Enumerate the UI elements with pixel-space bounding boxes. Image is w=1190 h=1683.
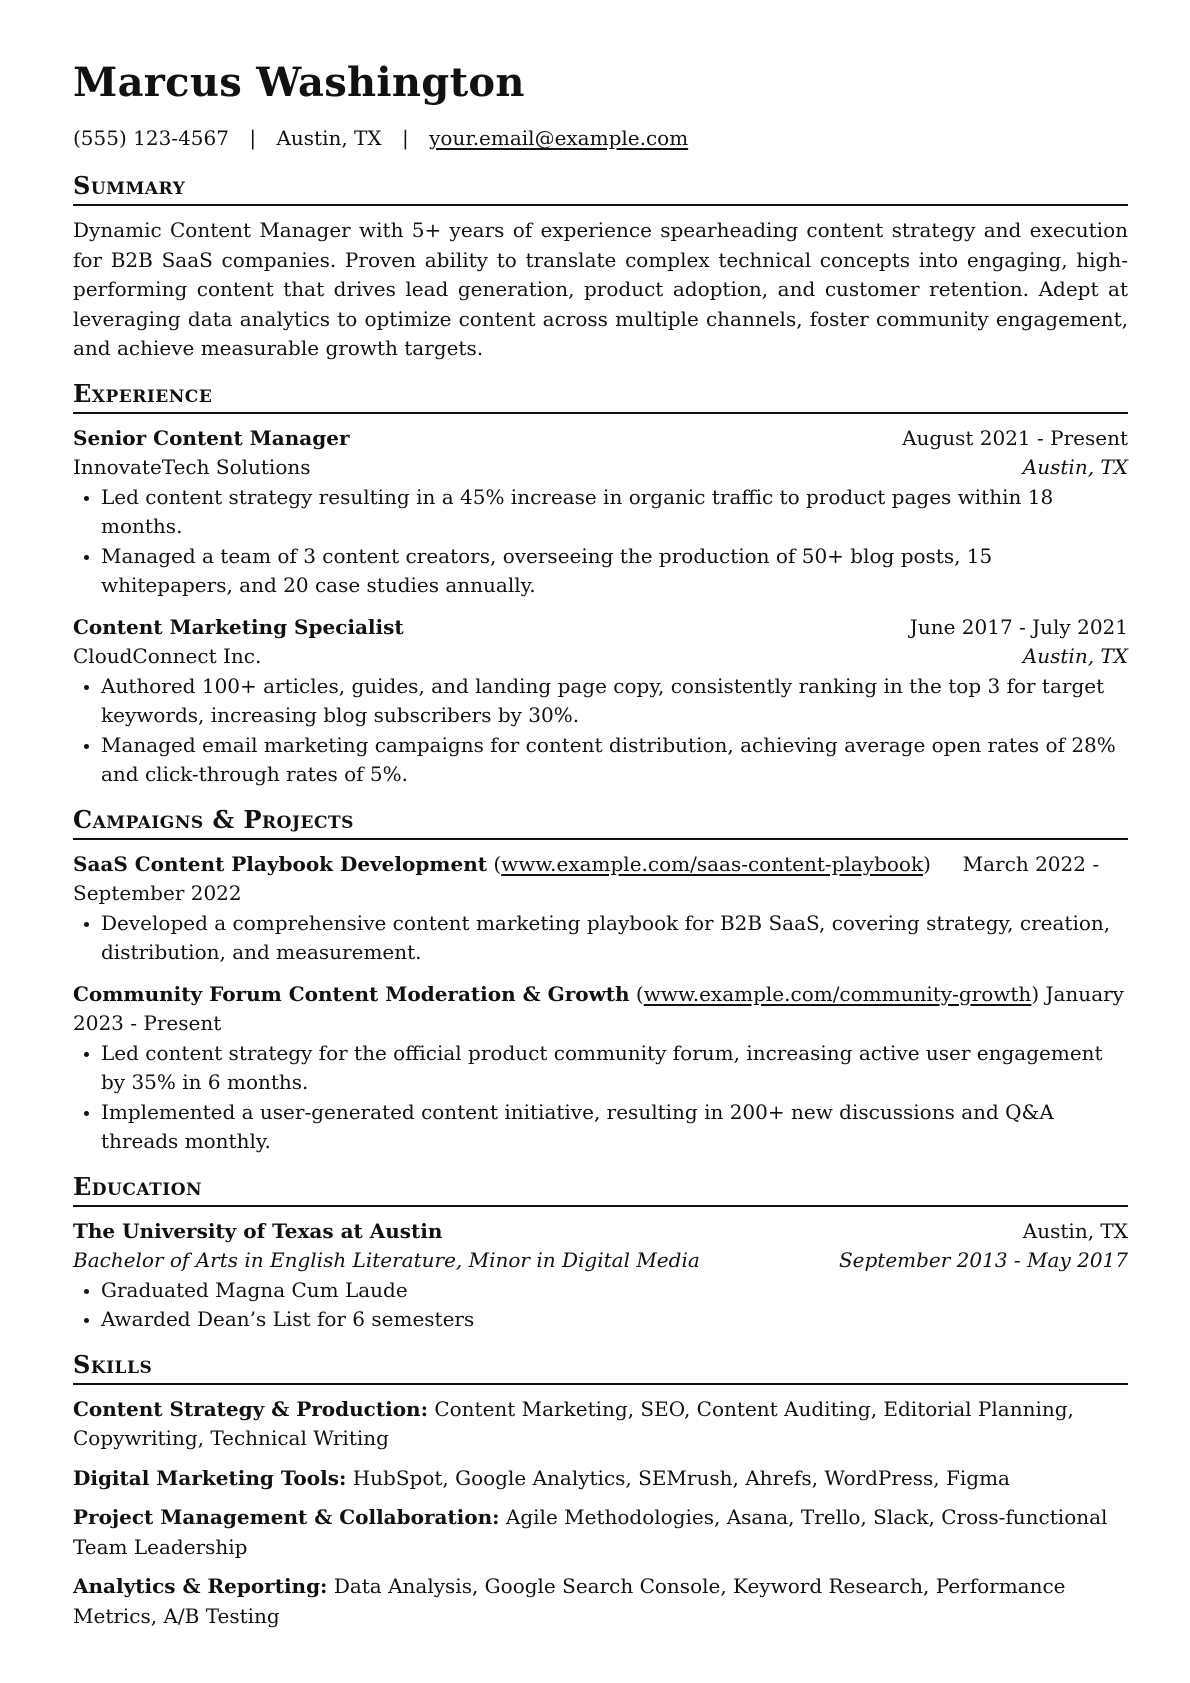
projects-section xyxy=(73,804,1128,1157)
project-name: Community Forum Content Moderation & Growth xyxy=(73,981,630,1006)
email-link[interactable]: your.email@example.com xyxy=(429,126,689,150)
skill-line xyxy=(73,1464,1128,1494)
degree-text: Bachelor of Arts in English Literature, Minor in Digital Media xyxy=(73,1248,700,1272)
school-name: The University of Texas at Austin xyxy=(73,1218,443,1243)
project-name: SaaS Content Playbook Development xyxy=(73,851,487,876)
list-item: • Graduated Magna Cum Laude xyxy=(101,1276,1128,1306)
job-entry xyxy=(73,424,1128,601)
section-title-education: Education xyxy=(73,1171,1128,1207)
list-item: • Authored 100+ articles, guides, and landing page copy, consistently ranking in the top 3 for target keywords, increasing blog subscribers by 30%. xyxy=(101,672,1128,731)
company-name: CloudConnect Inc. xyxy=(73,644,262,668)
project-header: Community Forum Content Moderation & Growth (www.example.com/community-growth) January 2023 - Present xyxy=(73,981,1124,1035)
skill-label: Digital Marketing Tools: xyxy=(73,1465,347,1490)
skill-line xyxy=(73,1503,1128,1562)
separator: | xyxy=(249,126,257,150)
list-item: • Developed a comprehensive content marketing playbook for B2B SaaS, covering strategy, creation, distribution, and measurement. xyxy=(101,909,1128,968)
bullet-list xyxy=(73,672,1128,790)
skill-value: HubSpot, Google Analytics, SEMrush, Ahrefs, WordPress, Figma xyxy=(352,1465,1010,1490)
bullet-list xyxy=(73,1276,1128,1335)
skill-line xyxy=(73,1572,1128,1631)
job-location: Austin, TX xyxy=(1022,644,1128,668)
summary-text: Dynamic Content Manager with 5+ years of experience spearheading content strategy and execution for B2B SaaS companies. Proven ability to translate complex technical concepts into engaging, high-performing content that drives lead generation, product adoption, and customer retention. Adept at leveraging data analytics to optimize content across multiple channels, foster community engagement, and achieve measurable growth targets. xyxy=(73,218,1128,360)
job-title: Senior Content Manager xyxy=(73,425,350,450)
phone-number: (555) 123-4567 xyxy=(73,126,229,150)
job-dates: August 2021 - Present xyxy=(902,425,1128,450)
list-item: • Led content strategy resulting in a 45% increase in organic traffic to product pages within 18 months. xyxy=(101,483,1128,542)
project-entry xyxy=(73,850,1128,968)
bullet-list xyxy=(73,1039,1128,1157)
separator: | xyxy=(402,126,409,150)
summary-section xyxy=(73,170,1128,364)
list-item: • Led content strategy for the official product community forum, increasing active user engagement by 35% in 6 months. xyxy=(101,1039,1128,1098)
project-dates: January 2023 - Present xyxy=(73,981,1124,1035)
section-title-summary: Summary xyxy=(73,170,1128,206)
section-title-experience: Experience xyxy=(73,378,1128,414)
list-item: • Implemented a user-generated content initiative, resulting in 200+ new discussions and Q&A threads monthly. xyxy=(101,1098,1128,1157)
skill-value: Agile Methodologies, Asana, Trello, Slack, Cross-functional Team Leadership xyxy=(73,1505,1108,1559)
experience-section xyxy=(73,378,1128,790)
skills-section xyxy=(73,1349,1128,1632)
education-section xyxy=(73,1171,1128,1335)
skill-label: Content Strategy & Production: xyxy=(73,1396,428,1421)
contact-line xyxy=(73,124,1128,152)
list-item: • Managed a team of 3 content creators, overseeing the production of 50+ blog posts, 15 whitepapers, and 20 case studies annually. xyxy=(101,542,1128,601)
school-location: Austin, TX xyxy=(1022,1218,1128,1243)
company-name: InnovateTech Solutions xyxy=(73,455,311,479)
bullet-list xyxy=(73,909,1128,968)
skill-line xyxy=(73,1395,1128,1454)
project-link[interactable]: www.example.com/community-growth xyxy=(643,981,1032,1006)
bullet-list xyxy=(73,483,1128,601)
project-header: SaaS Content Playbook Development (www.example.com/saas-content-playbook) March 2022 - September 2022 xyxy=(73,851,1100,905)
job-title: Content Marketing Specialist xyxy=(73,614,404,639)
section-title-projects: Campaigns & Projects xyxy=(73,804,1128,840)
section-title-skills: Skills xyxy=(73,1349,1128,1385)
education-dates: September 2013 - May 2017 xyxy=(838,1248,1128,1272)
project-entry xyxy=(73,980,1128,1157)
job-dates: June 2017 - July 2021 xyxy=(909,614,1128,639)
project-link[interactable]: www.example.com/saas-content-playbook xyxy=(501,851,924,876)
list-item: • Managed email marketing campaigns for content distribution, achieving average open rates of 28% and click-through rates of 5%. xyxy=(101,731,1128,790)
job-location: Austin, TX xyxy=(1022,455,1128,479)
list-item: • Awarded Dean’s List for 6 semesters xyxy=(101,1305,1128,1335)
skill-value: Content Marketing, SEO, Content Auditing, Editorial Planning, Copywriting, Technical Writing xyxy=(73,1396,1074,1450)
location-text: Austin, TX xyxy=(276,126,382,150)
skill-label: Project Management & Collaboration: xyxy=(73,1505,500,1529)
job-entry xyxy=(73,613,1128,790)
skill-label: Analytics & Reporting: xyxy=(73,1574,328,1598)
skill-value: Data Analysis, Google Search Console, Keyword Research, Performance Metrics, A/B Testing xyxy=(73,1574,1066,1628)
candidate-name: Marcus Washington xyxy=(73,59,525,106)
project-dates: March 2022 - September 2022 xyxy=(73,851,1100,905)
